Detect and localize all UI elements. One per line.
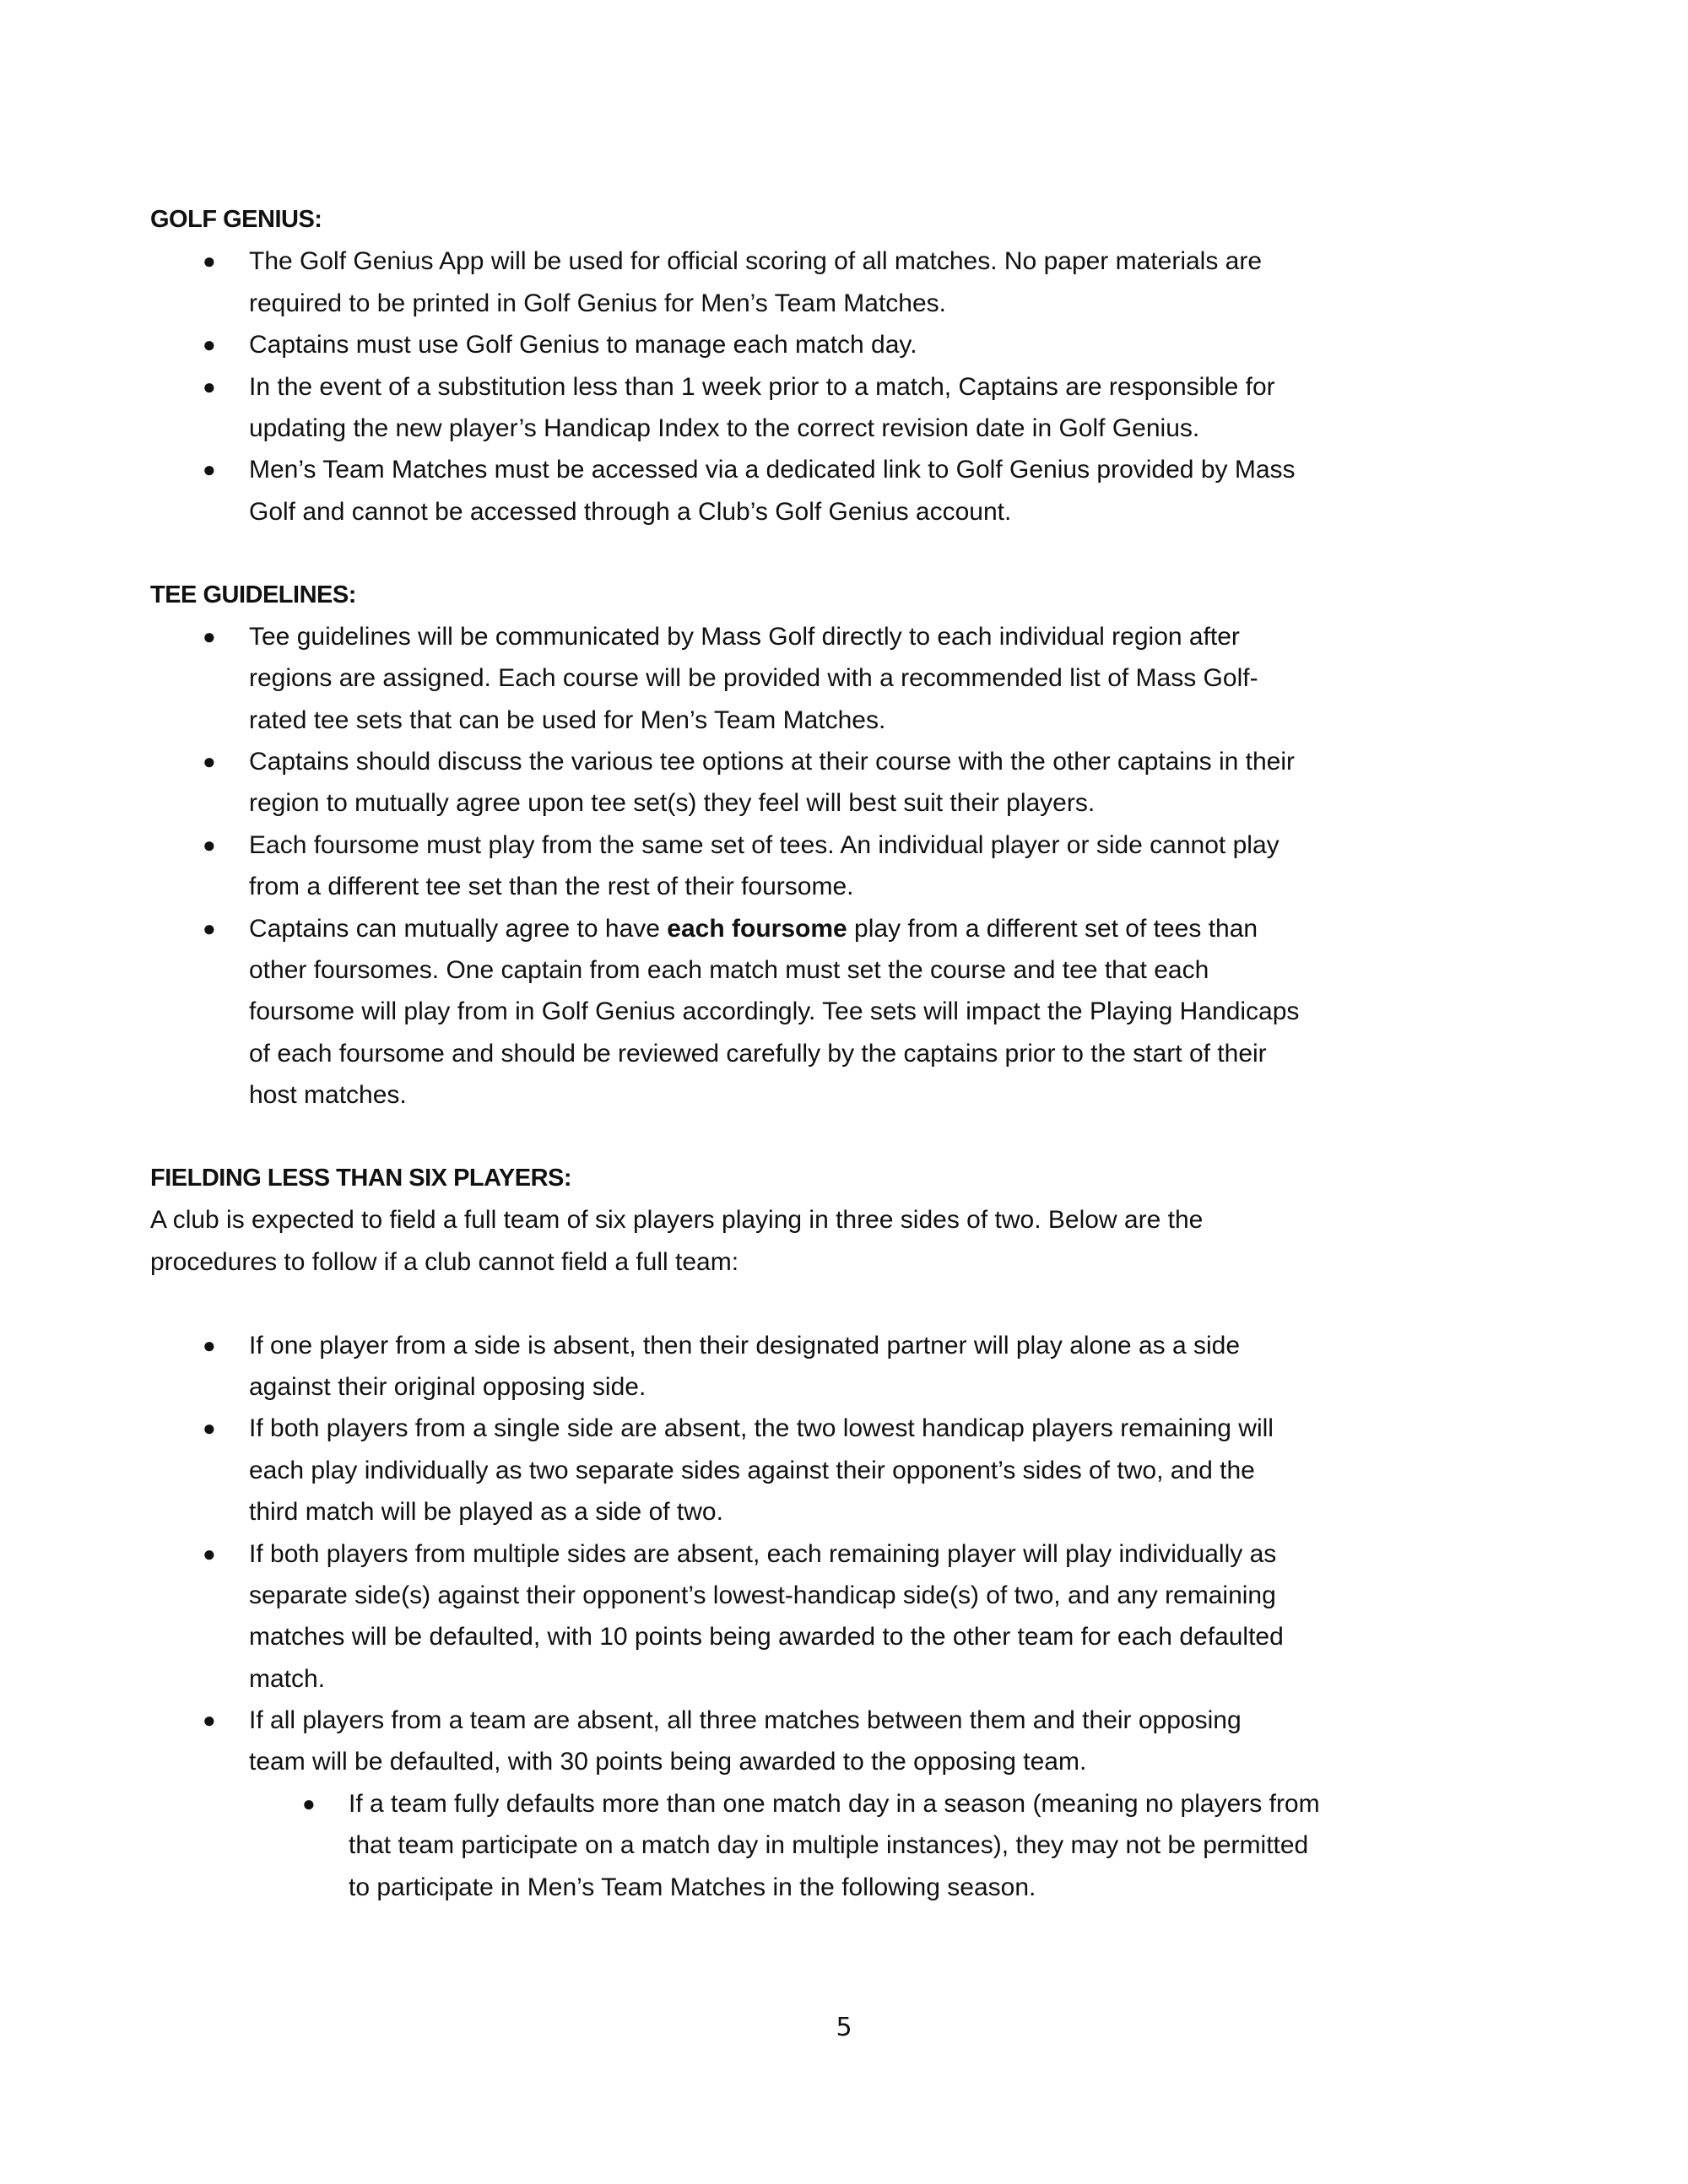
bullet-icon: ● xyxy=(203,1415,216,1441)
line-text: region to mutually agree upon tee set(s) they feel will best suit their players. xyxy=(249,789,1096,818)
list-item xyxy=(150,1408,1551,1533)
line-text: Men’s Team Matches must be accessed via a dedicated link to Golf Genius provided by Mass xyxy=(249,456,1296,484)
line-text: Each foursome must play from the same set of tees. An individual player or side cannot play xyxy=(249,830,1280,859)
bullet-icon: ● xyxy=(203,248,216,274)
line-text: If all players from a team are absent, all three matches between them and their opposing xyxy=(249,1706,1242,1735)
list-item xyxy=(150,1325,1551,1408)
list-item-line xyxy=(150,1616,1551,1657)
line-text: Captains must use Golf Genius to manage each match day. xyxy=(249,331,917,359)
bullet-icon: ● xyxy=(203,623,216,649)
line-text: foursome will play from in Golf Genius accordingly. Tee sets will impact the Playing Handicaps xyxy=(249,997,1300,1026)
blank-line xyxy=(150,1116,1551,1158)
line-text: If a team fully defaults more than one match day in a season (meaning no players from xyxy=(349,1789,1320,1818)
list-item-line xyxy=(150,1783,1551,1825)
line-text: separate side(s) against their opponent’s lowest-handicap side(s) of two, and any remaining xyxy=(249,1581,1276,1609)
line-text: If one player from a side is absent, then their designated partner will play alone as a side xyxy=(249,1331,1241,1360)
list-item xyxy=(150,1533,1551,1700)
list-item-line xyxy=(150,824,1551,866)
list-item-line xyxy=(150,491,1551,532)
list-item-line xyxy=(150,949,1551,991)
blank-line xyxy=(150,532,1551,574)
line-text: required to be printed in Golf Genius for Men’s Team Matches. xyxy=(249,289,946,317)
list-item-line xyxy=(150,991,1551,1032)
list-item xyxy=(150,366,1551,450)
line-text: each play individually as two separate sides against their opponent’s sides of two, and the xyxy=(249,1456,1255,1484)
list-item-line xyxy=(150,1366,1551,1408)
bullet-icon: ● xyxy=(203,1707,216,1733)
section-heading: TEE GUIDELINES: xyxy=(150,581,356,608)
bullet-icon: ● xyxy=(203,1332,216,1358)
line-text: of each foursome and should be reviewed carefully by the captains prior to the start of their xyxy=(249,1039,1267,1068)
list-item xyxy=(150,449,1551,532)
list-item xyxy=(150,824,1551,908)
intro-line: procedures to follow if a club cannot field a full team: xyxy=(150,1247,739,1276)
bullet-icon: ● xyxy=(302,1790,316,1816)
list-item-line xyxy=(150,700,1551,741)
list-item-line xyxy=(150,782,1551,824)
list-item-line xyxy=(150,1491,1551,1533)
blank-line xyxy=(150,1283,1551,1324)
section xyxy=(150,532,1551,1116)
bullet-icon: ● xyxy=(203,332,216,358)
section-heading: FIELDING LESS THAN SIX PLAYERS: xyxy=(150,1164,572,1192)
bullet-icon: ● xyxy=(203,749,216,775)
list-item-line xyxy=(150,1033,1551,1074)
line-text: play from a different set of tees than xyxy=(847,914,1258,943)
list-item-line xyxy=(150,1074,1551,1116)
section xyxy=(150,199,1551,532)
line-text: In the event of a substitution less than 1 week prior to a match, Captains are responsible for xyxy=(249,372,1275,401)
list-item-line xyxy=(150,366,1551,408)
line-text: The Golf Genius App will be used for official scoring of all matches. No paper materials are xyxy=(249,247,1263,276)
list-item-line xyxy=(150,1575,1551,1616)
list-item-line xyxy=(150,657,1551,699)
line-text: against their original opposing side. xyxy=(249,1372,647,1401)
list-item-line xyxy=(150,1741,1551,1782)
line-text: Golf and cannot be accessed through a Club’s Golf Genius account. xyxy=(249,497,1012,526)
list-item-line xyxy=(150,1408,1551,1449)
section-heading: GOLF GENIUS: xyxy=(150,206,322,233)
list-item-line xyxy=(150,741,1551,782)
list-item-line xyxy=(150,908,1551,949)
bullet-icon: ● xyxy=(203,457,216,483)
list-item xyxy=(150,241,1551,324)
bullet-icon: ● xyxy=(203,1540,216,1566)
list-item-line xyxy=(150,616,1551,657)
list-item xyxy=(150,908,1551,1116)
line-text: other foursomes. One captain from each match must set the course and tee that each xyxy=(249,956,1209,985)
list-item-line xyxy=(150,1825,1551,1866)
list-item-line xyxy=(150,1450,1551,1491)
line-text: team will be defaulted, with 30 points being awarded to the opposing team. xyxy=(249,1748,1087,1776)
line-text: rated tee sets that can be used for Men’s Team Matches. xyxy=(249,705,886,734)
list-item-line xyxy=(150,1700,1551,1741)
line-text: updating the new player’s Handicap Index to the correct revision date in Golf Genius. xyxy=(249,414,1200,442)
line-text: Captains can mutually agree to have xyxy=(249,914,668,943)
list-item-line xyxy=(150,241,1551,282)
line-text: Captains should discuss the various tee options at their course with the other captains in their xyxy=(249,748,1296,776)
list-item-line xyxy=(150,1658,1551,1700)
list-item-line xyxy=(150,283,1551,324)
list-item-line xyxy=(150,1533,1551,1575)
section xyxy=(150,1116,1551,1908)
list-item xyxy=(150,1783,1551,1908)
bold-emphasis: each foursome xyxy=(667,914,847,943)
intro-line: A club is expected to field a full team of six players playing in three sides of two. Below are the xyxy=(150,1206,1204,1235)
line-text: match. xyxy=(249,1664,326,1693)
bullet-icon: ● xyxy=(203,915,216,941)
line-text: matches will be defaulted, with 10 points being awarded to the other team for each defaulted xyxy=(249,1623,1284,1652)
list-item xyxy=(150,741,1551,824)
list-item-line xyxy=(150,866,1551,907)
list-item xyxy=(150,616,1551,741)
line-text: to participate in Men’s Team Matches in the following season. xyxy=(349,1873,1036,1901)
bullet-icon: ● xyxy=(203,831,216,857)
line-text: host matches. xyxy=(249,1081,407,1110)
line-text: If both players from multiple sides are absent, each remaining player will play individually as xyxy=(249,1539,1277,1568)
list-item xyxy=(150,324,1551,365)
line-text: regions are assigned. Each course will be provided with a recommended list of Mass Golf- xyxy=(249,664,1258,693)
page-number: 5 xyxy=(836,2013,852,2042)
line-text: Tee guidelines will be communicated by Mass Golf directly to each individual region after xyxy=(249,622,1240,651)
list-item xyxy=(150,1700,1551,1783)
document-body xyxy=(150,199,1551,1908)
line-text: third match will be played as a side of two. xyxy=(249,1498,723,1527)
list-item-line xyxy=(150,1325,1551,1366)
list-item-line xyxy=(150,1867,1551,1908)
list-item-line xyxy=(150,449,1551,490)
list-item-line xyxy=(150,324,1551,365)
bullet-icon: ● xyxy=(203,373,216,399)
line-text: that team participate on a match day in multiple instances), they may not be permitted xyxy=(349,1831,1309,1860)
list-item-line xyxy=(150,408,1551,449)
line-text: from a different tee set than the rest of their foursome. xyxy=(249,873,854,901)
line-text: If both players from a single side are absent, the two lowest handicap players remaining will xyxy=(249,1414,1274,1443)
